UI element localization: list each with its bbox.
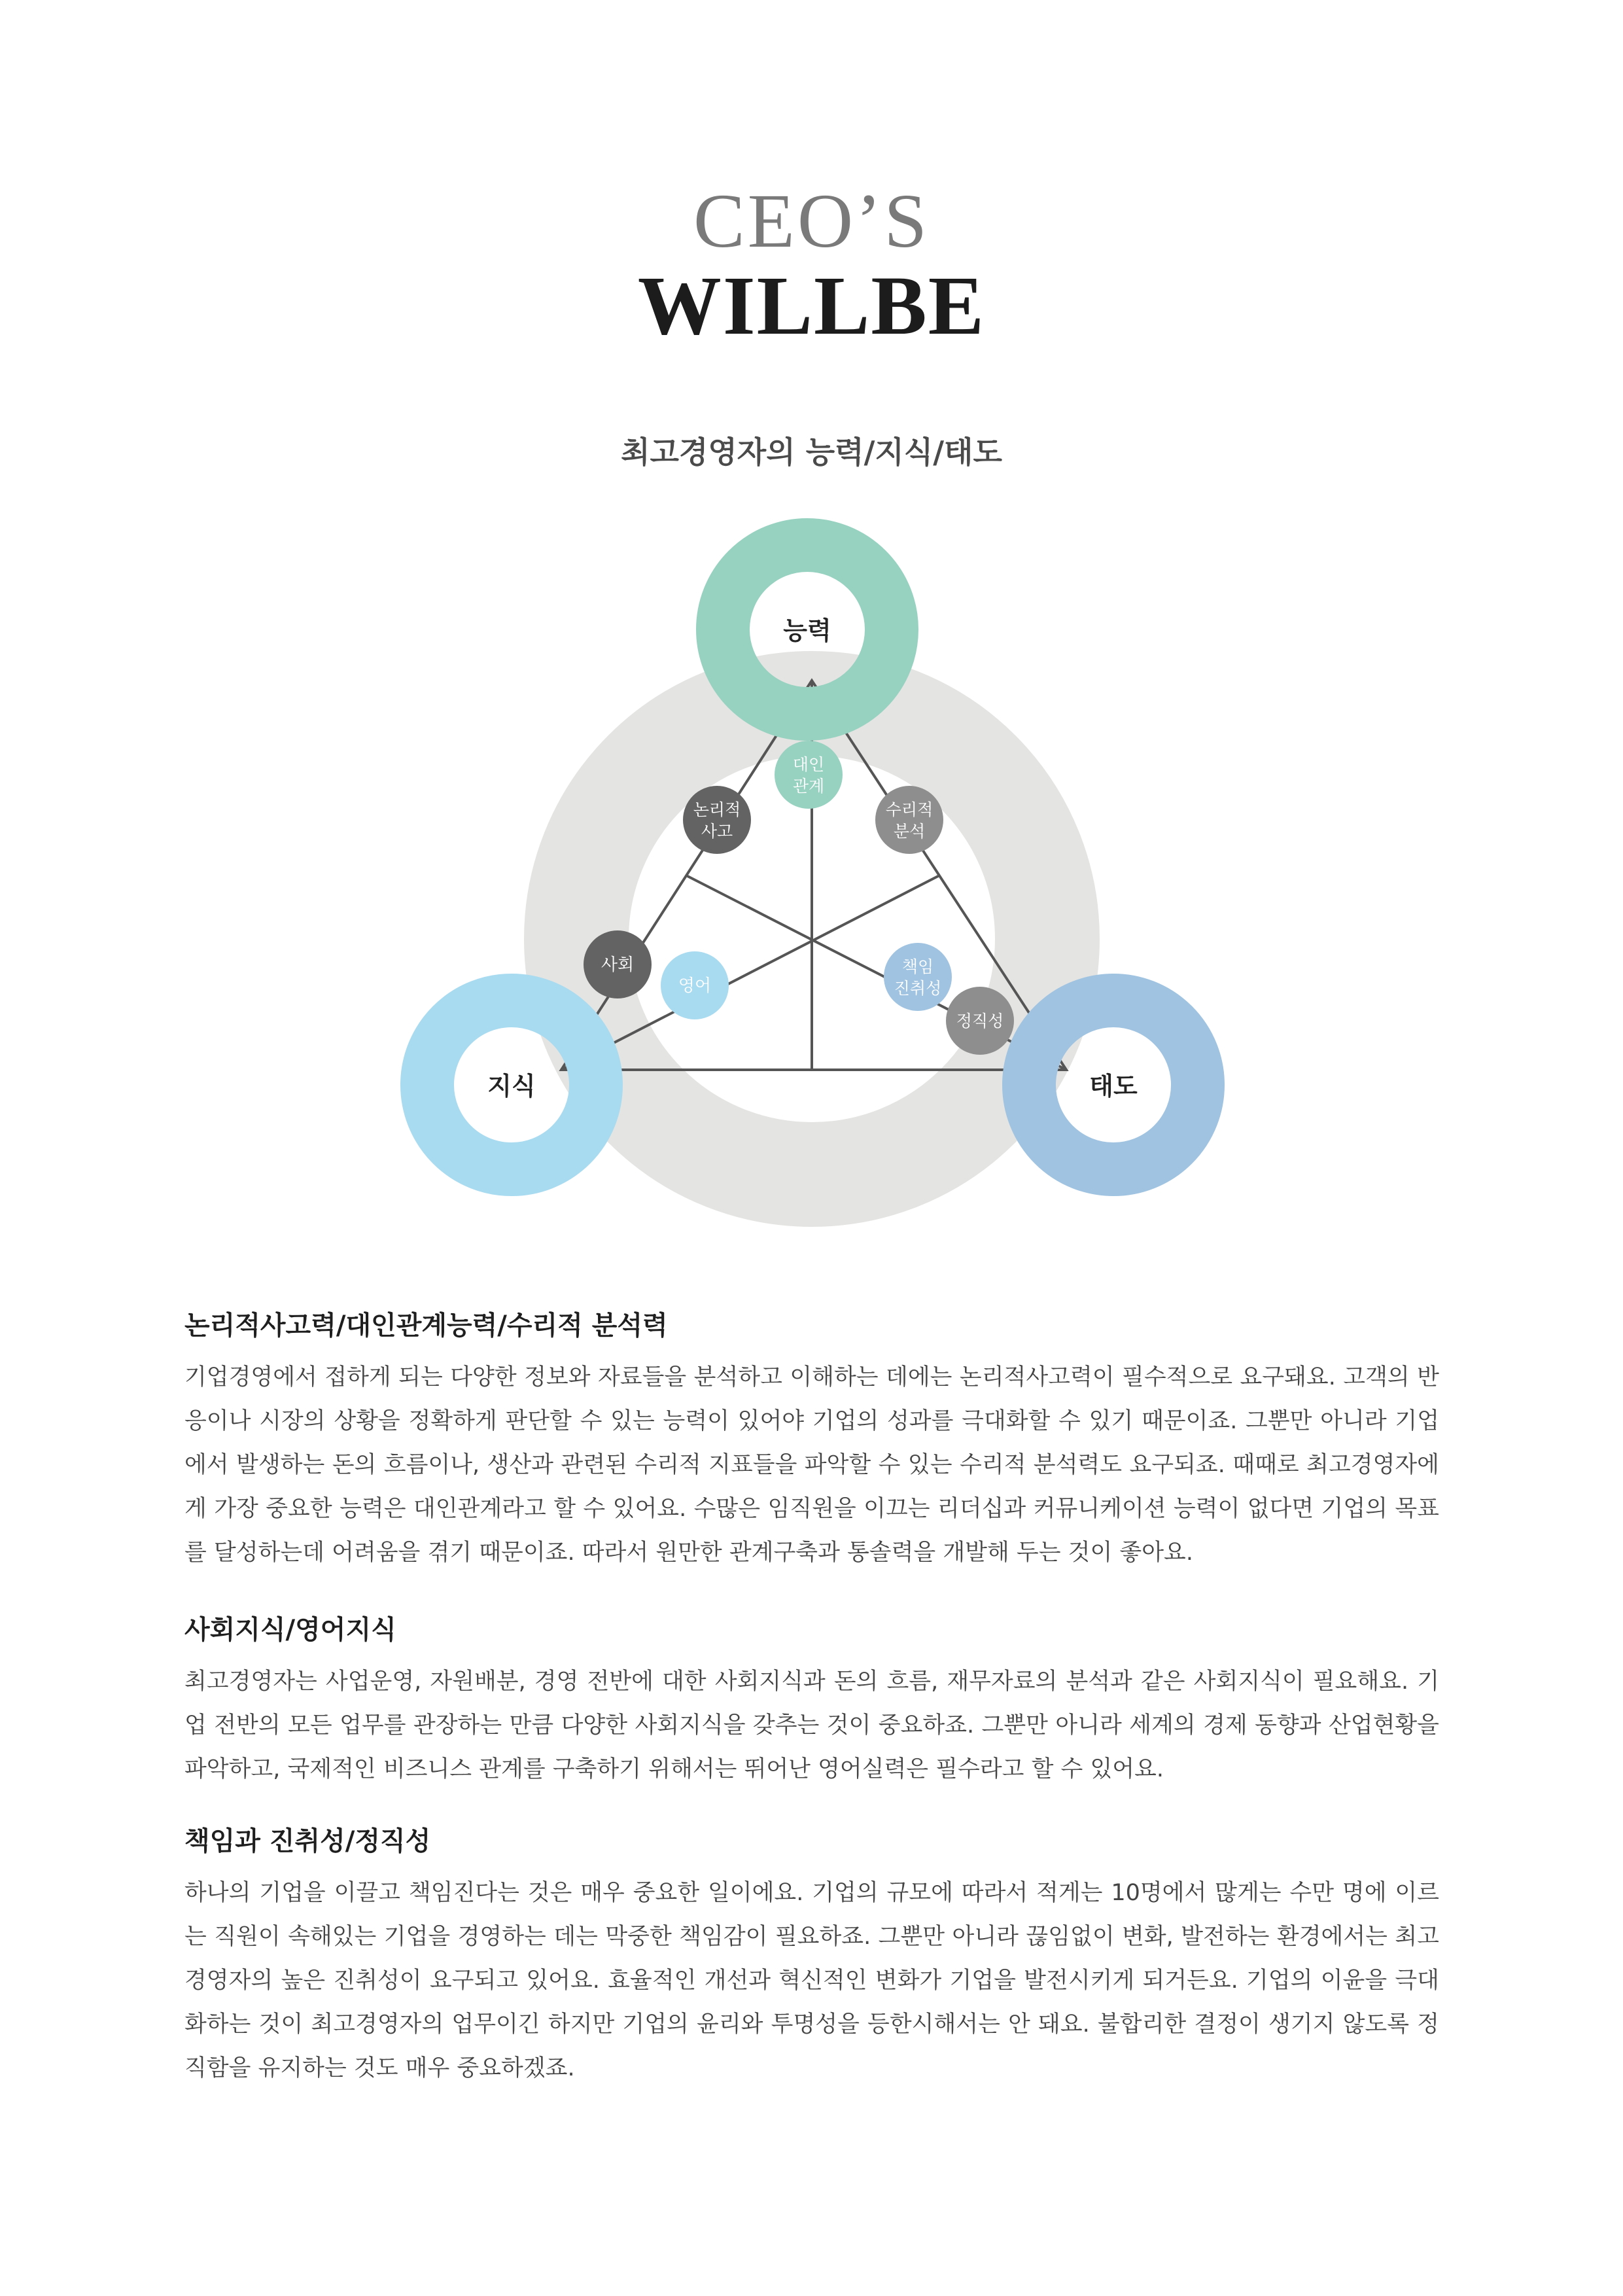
math-label-1: 수리적 [885,800,934,819]
section-body: 기업경영에서 접하게 되는 다양한 정보와 자료들을 분석하고 이해하는 데에는 논리적사고력이 필수적으로 요구돼요. 고객의 반응이나 시장의 상황을 정확하게 판단할 수 있는 능력이 있어야 기업의 성과를 극대화할 수 있기 때문이죠. 그뿐만 아니라 기업에서 발생하는 돈의 흐름이나, 생산과 관련된 수리적 지표들을 파악할 수 있는 수리적 분석력도 요구되죠. 때때로 최고경영자에게 가장 중요한 능력은 대인관계라고 할 수 있어요. 수많은 임직원을 이끄는 리더십과 커뮤니케이션 능력이 없다면 기업의 목표를 달성하는데 어려움을 겪기 때문이죠. 따라서 원만한 관계구축과 통솔력을 개발해 두는 것이 좋아요. [184,1364,1439,1566]
attitude-node [1029,1000,1198,1169]
attitude-label: 태도 [1089,1072,1138,1101]
integrity-bubble [946,987,1014,1055]
logical-label-2: 사고 [701,822,733,841]
logical-bubble [683,786,751,854]
masthead-line-2: WILLBE [637,259,986,352]
section-heading: 사회지식/영어지식 [184,1615,396,1645]
interpersonal-label-1: 대인 [792,755,825,774]
responsibility-label-2: 진취성 [894,979,942,998]
math-label-2: 분석 [893,822,926,841]
section-ability [184,1307,1439,1575]
knowledge-label: 지식 [487,1072,536,1101]
interpersonal-label-2: 관계 [792,777,825,796]
masthead-line-1: CEO’S [693,178,930,264]
section-body: 최고경영자는 사업운영, 자원배분, 경영 전반에 대한 사회지식과 돈의 흐름, 재무자료의 분석과 같은 사회지식이 필요해요. 기업 전반의 모든 업무를 관장하는 만큼 다양한 사회지식을 갖추는 것이 중요하죠. 그뿐만 아니라 세계의 경제 동향과 산업현황을 파악하고, 국제적인 비즈니스 관계를 구축하기 위해서는 뛰어난 영어실력은 필수라고 할 수 있어요. [184,1669,1439,1782]
section-attitude [184,1823,1439,2091]
ability-node [723,545,892,714]
logical-label-1: 논리적 [693,800,741,819]
math-bubble [875,786,943,854]
responsibility-bubble [884,943,952,1011]
english-bubble [661,951,729,1019]
section-body: 하나의 기업을 이끌고 책임진다는 것은 매우 중요한 일이에요. 기업의 규모에 따라서 적게는 10명에서 많게는 수만 명에 이르는 직원이 속해있는 기업을 경영하는 데는 막중한 책임감이 필요하죠. 그뿐만 아니라 끊임없이 변화, 발전하는 환경에서는 최고경영자의 높은 진취성이 요구되고 있어요. 효율적인 개선과 혁신적인 변화가 기업을 발전시키게 되거든요. 기업의 이윤을 극대화하는 것이 최고경영자의 업무이긴 하지만 기업의 윤리와 투명성을 등한시해서는 안 돼요. 불합리한 결정이 생기지 않도록 정직함을 유지하는 것도 매우 중요하겠죠. [184,1880,1439,2081]
social-bubble [584,930,652,998]
responsibility-label-1: 책임 [901,957,934,976]
english-label: 영어 [678,976,712,996]
diagram-title: 최고경영자의 능력/지식/태도 [621,434,1002,470]
interpersonal-bubble [775,741,843,809]
competency-diagram [0,497,1623,1243]
integrity-label: 정직성 [956,1012,1004,1031]
ability-label: 능력 [783,616,831,645]
knowledge-node [427,1000,596,1169]
section-heading: 책임과 진취성/정직성 [184,1826,431,1856]
section-knowledge [184,1612,1439,1792]
section-heading: 논리적사고력/대인관계능력/수리적 분석력 [184,1311,668,1341]
social-label: 사회 [601,955,635,975]
